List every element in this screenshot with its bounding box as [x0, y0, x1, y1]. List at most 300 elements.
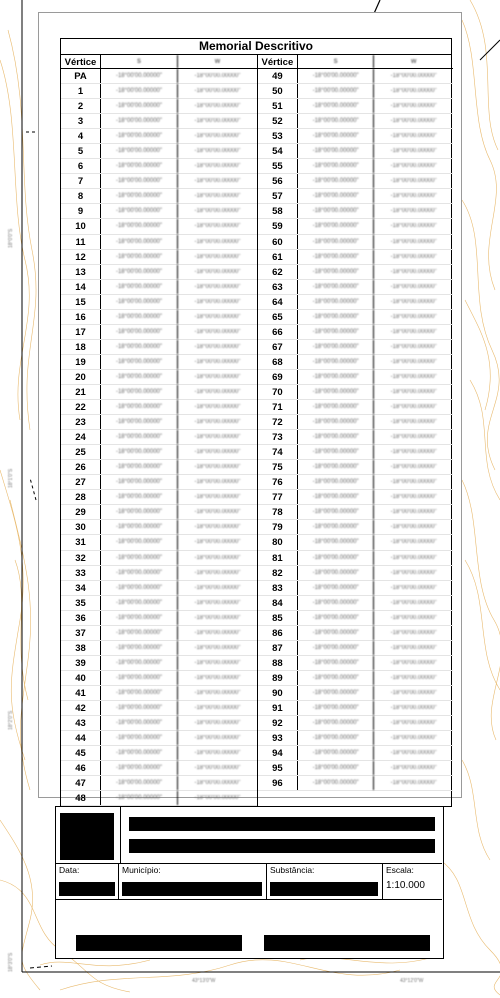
- latitude-value-blurred: -18°00'00.00000": [101, 189, 178, 203]
- longitude-value-blurred: -18°00'00.00000": [390, 223, 437, 230]
- table-row: [61, 505, 257, 520]
- table-row: [61, 746, 257, 761]
- latitude-value-blurred: -18°00'00.00000": [101, 716, 178, 730]
- table-row: [258, 731, 453, 746]
- latitude-value-blurred: -18°00'00.00000": [101, 69, 178, 83]
- longitude-value-blurred: -18°00'00.00000": [194, 614, 241, 621]
- vertex-id: 45: [61, 746, 101, 760]
- longitude-value-blurred: -18°00'00.00000": [390, 434, 437, 441]
- longitude-value-blurred: -18°00'00.00000": [194, 569, 241, 576]
- signature-area: [56, 901, 442, 958]
- table-row: [258, 566, 453, 581]
- vertex-id: 41: [61, 686, 101, 700]
- longitude-value-blurred: -18°00'00.00000": [390, 103, 437, 110]
- longitude-value-blurred: -18°00'00.00000": [390, 298, 437, 305]
- latitude-value-blurred: -18°00'00.00000": [298, 761, 375, 775]
- table-row: [61, 581, 257, 596]
- table-row: [258, 370, 453, 385]
- latitude-value-blurred: -18°00'00.00000": [298, 415, 375, 429]
- longitude-value-blurred: -18°00'00.00000": [194, 689, 241, 696]
- longitude-value-blurred: -18°00'00.00000": [194, 343, 241, 350]
- longitude-value-blurred: -18°00'00.00000": [194, 780, 241, 787]
- latitude-value-blurred: -18°00'00.00000": [101, 84, 178, 98]
- vertex-id: 72: [258, 415, 298, 429]
- latitude-value-blurred: -18°00'00.00000": [298, 204, 375, 218]
- table-row: [61, 415, 257, 430]
- table-row: [258, 219, 453, 234]
- longitude-value-blurred: -18°00'00.00000": [194, 328, 241, 335]
- latitude-value-blurred: -18°00'00.00000": [298, 430, 375, 444]
- redacted-substance: [270, 882, 378, 896]
- memorial-table: [60, 38, 452, 807]
- vertex-id: 10: [61, 219, 101, 233]
- table-row: [61, 280, 257, 295]
- table-row: [258, 340, 453, 355]
- table-row: [61, 189, 257, 204]
- latitude-value-blurred: -18°00'00.00000": [298, 460, 375, 474]
- redacted-title-line: [129, 839, 435, 853]
- longitude-value-blurred: -18°00'00.00000": [194, 223, 241, 230]
- longitude-value-blurred: -18°00'00.00000": [194, 599, 241, 606]
- latitude-value-blurred: -18°00'00.00000": [101, 400, 178, 414]
- redacted-signature: [76, 935, 242, 951]
- longitude-value-blurred: -18°00'00.00000": [390, 599, 437, 606]
- longitude-value-blurred: -18°00'00.00000": [390, 343, 437, 350]
- vertex-id: 25: [61, 445, 101, 459]
- latitude-value-blurred: -18°00'00.00000": [101, 235, 178, 249]
- info-row: [56, 863, 442, 900]
- vertex-id: 92: [258, 716, 298, 730]
- vertex-id: 67: [258, 340, 298, 354]
- longitude-value-blurred: -18°00'00.00000": [390, 569, 437, 576]
- latitude-value-blurred: -18°00'00.00000": [298, 490, 375, 504]
- vertex-id: 63: [258, 280, 298, 294]
- latitude-value-blurred: -18°00'00.00000": [298, 114, 375, 128]
- vertex-id: 66: [258, 325, 298, 339]
- vertex-id: 68: [258, 355, 298, 369]
- vertex-id: 57: [258, 189, 298, 203]
- vertex-id: 35: [61, 596, 101, 610]
- municipality-label: Município:: [122, 865, 161, 875]
- table-row: [61, 430, 257, 445]
- header-s: S: [101, 55, 178, 68]
- vertex-id: 8: [61, 189, 101, 203]
- vertex-id: 20: [61, 370, 101, 384]
- redacted-title-line: [129, 817, 435, 831]
- vertex-id: 1: [61, 84, 101, 98]
- vertex-id: 40: [61, 671, 101, 685]
- table-row: [61, 791, 257, 806]
- table-row: [258, 656, 453, 671]
- table-row: [61, 776, 257, 791]
- longitude-value-blurred: -18°00'00.00000": [390, 689, 437, 696]
- longitude-value-blurred: -18°00'00.00000": [390, 283, 437, 290]
- coord-label-left: 18°1'0"S: [8, 468, 14, 488]
- latitude-value-blurred: -18°00'00.00000": [298, 219, 375, 233]
- vertex-id: 90: [258, 686, 298, 700]
- title-block: [55, 806, 444, 959]
- table-row: [258, 626, 453, 641]
- vertex-id: 3: [61, 114, 101, 128]
- table-row: [61, 460, 257, 475]
- table-row: [61, 686, 257, 701]
- vertex-id: 21: [61, 385, 101, 399]
- longitude-value-blurred: -18°00'00.00000": [390, 539, 437, 546]
- vertex-id: 60: [258, 235, 298, 249]
- vertex-id: 34: [61, 581, 101, 595]
- date-label: Data:: [59, 865, 80, 875]
- table-row: [258, 611, 453, 626]
- latitude-value-blurred: -18°00'00.00000": [101, 265, 178, 279]
- latitude-value-blurred: -18°00'00.00000": [298, 280, 375, 294]
- table-row: [258, 174, 453, 189]
- latitude-value-blurred: -18°00'00.00000": [298, 671, 375, 685]
- vertex-id: 74: [258, 445, 298, 459]
- table-row: [258, 99, 453, 114]
- table-row: [61, 129, 257, 144]
- vertex-id: 22: [61, 400, 101, 414]
- table-row: [258, 671, 453, 686]
- vertex-id: 30: [61, 520, 101, 534]
- table-row: [258, 505, 453, 520]
- vertex-id: 95: [258, 761, 298, 775]
- table-row: [258, 355, 453, 370]
- vertex-id: 73: [258, 430, 298, 444]
- vertex-id: 47: [61, 776, 101, 790]
- table-row: [258, 596, 453, 611]
- latitude-value-blurred: -18°00'00.00000": [101, 656, 178, 670]
- longitude-value-blurred: -18°00'00.00000": [390, 118, 437, 125]
- vertex-id: 64: [258, 295, 298, 309]
- table-row: [258, 400, 453, 415]
- table-row: [258, 235, 453, 250]
- coord-label-bottom: 43°13'0"W: [192, 978, 216, 984]
- table-row: [258, 746, 453, 761]
- vertex-id: 18: [61, 340, 101, 354]
- table-row: [258, 475, 453, 490]
- vertex-id: 6: [61, 159, 101, 173]
- scale-cell: [382, 864, 442, 900]
- table-row: [61, 475, 257, 490]
- longitude-value-blurred: -18°00'00.00000": [390, 193, 437, 200]
- vertex-id: 62: [258, 265, 298, 279]
- longitude-value-blurred: -18°00'00.00000": [194, 735, 241, 742]
- vertex-id: 32: [61, 551, 101, 565]
- table-header-row: [258, 55, 453, 69]
- table-row: [258, 129, 453, 144]
- vertex-id: 39: [61, 656, 101, 670]
- memorial-right-column: [257, 55, 453, 806]
- memorial-left-column: [61, 55, 257, 806]
- latitude-value-blurred: -18°00'00.00000": [298, 370, 375, 384]
- table-row: [258, 716, 453, 731]
- latitude-value-blurred: -18°00'00.00000": [101, 159, 178, 173]
- table-row: [61, 626, 257, 641]
- vertex-id: 81: [258, 551, 298, 565]
- longitude-value-blurred: -18°00'00.00000": [390, 148, 437, 155]
- longitude-value-blurred: -18°00'00.00000": [194, 88, 241, 95]
- vertex-id: 79: [258, 520, 298, 534]
- substance-label: Substância:: [270, 865, 315, 875]
- latitude-value-blurred: -18°00'00.00000": [298, 731, 375, 745]
- longitude-value-blurred: -18°00'00.00000": [194, 373, 241, 380]
- vertex-id: 12: [61, 250, 101, 264]
- latitude-value-blurred: -18°00'00.00000": [298, 99, 375, 113]
- table-row: [61, 641, 257, 656]
- table-row: [61, 265, 257, 280]
- latitude-value-blurred: -18°00'00.00000": [298, 611, 375, 625]
- vertex-id: 91: [258, 701, 298, 715]
- header-w: W: [410, 59, 417, 65]
- longitude-value-blurred: -18°00'00.00000": [194, 539, 241, 546]
- latitude-value-blurred: -18°00'00.00000": [101, 355, 178, 369]
- longitude-value-blurred: -18°00'00.00000": [194, 404, 241, 411]
- vertex-id: 49: [258, 69, 298, 83]
- longitude-value-blurred: -18°00'00.00000": [194, 674, 241, 681]
- latitude-value-blurred: -18°00'00.00000": [298, 581, 375, 595]
- coord-label-left: 18°2'0"S: [8, 710, 14, 730]
- vertex-id: 87: [258, 641, 298, 655]
- table-row: [61, 69, 257, 84]
- table-row: [61, 551, 257, 566]
- longitude-value-blurred: -18°00'00.00000": [390, 780, 437, 787]
- latitude-value-blurred: -18°00'00.00000": [101, 204, 178, 218]
- longitude-value-blurred: -18°00'00.00000": [194, 283, 241, 290]
- vertex-id: 78: [258, 505, 298, 519]
- longitude-value-blurred: -18°00'00.00000": [390, 238, 437, 245]
- table-row: [258, 84, 453, 99]
- table-row: [258, 385, 453, 400]
- latitude-value-blurred: -18°00'00.00000": [101, 250, 178, 264]
- longitude-value-blurred: -18°00'00.00000": [194, 358, 241, 365]
- latitude-value-blurred: -18°00'00.00000": [298, 656, 375, 670]
- header-vertex: Vértice: [258, 55, 298, 68]
- longitude-value-blurred: -18°00'00.00000": [390, 720, 437, 727]
- longitude-value-blurred: -18°00'00.00000": [194, 73, 241, 79]
- longitude-value-blurred: -18°00'00.00000": [390, 253, 437, 260]
- longitude-value-blurred: -18°00'00.00000": [390, 644, 437, 651]
- table-row: [61, 520, 257, 535]
- longitude-value-blurred: -18°00'00.00000": [390, 479, 437, 486]
- latitude-value-blurred: -18°00'00.00000": [101, 385, 178, 399]
- vertex-id: 50: [258, 84, 298, 98]
- vertex-id: 94: [258, 746, 298, 760]
- vertex-id: 80: [258, 535, 298, 549]
- latitude-value-blurred: -18°00'00.00000": [101, 490, 178, 504]
- table-row: [61, 174, 257, 189]
- vertex-id: 52: [258, 114, 298, 128]
- vertex-id: 15: [61, 295, 101, 309]
- latitude-value-blurred: -18°00'00.00000": [298, 235, 375, 249]
- table-row: [61, 716, 257, 731]
- latitude-value-blurred: -18°00'00.00000": [298, 69, 375, 83]
- latitude-value-blurred: -18°00'00.00000": [298, 295, 375, 309]
- latitude-value-blurred: -18°00'00.00000": [298, 776, 375, 790]
- table-row: [258, 581, 453, 596]
- latitude-value-blurred: -18°00'00.00000": [101, 445, 178, 459]
- longitude-value-blurred: -18°00'00.00000": [390, 268, 437, 275]
- longitude-value-blurred: -18°00'00.00000": [390, 328, 437, 335]
- table-row: [61, 295, 257, 310]
- table-row: [61, 355, 257, 370]
- redacted-municipality: [122, 882, 262, 896]
- longitude-value-blurred: -18°00'00.00000": [194, 795, 241, 802]
- table-row: [258, 535, 453, 550]
- vertex-id: 56: [258, 174, 298, 188]
- vertex-id: 38: [61, 641, 101, 655]
- longitude-value-blurred: -18°00'00.00000": [390, 313, 437, 320]
- latitude-value-blurred: -18°00'00.00000": [298, 400, 375, 414]
- vertex-id: 86: [258, 626, 298, 640]
- table-row: [61, 671, 257, 686]
- longitude-value-blurred: -18°00'00.00000": [194, 644, 241, 651]
- longitude-value-blurred: -18°00'00.00000": [194, 103, 241, 110]
- latitude-value-blurred: -18°00'00.00000": [101, 520, 178, 534]
- vertex-id: 53: [258, 129, 298, 143]
- latitude-value-blurred: -18°00'00.00000": [298, 716, 375, 730]
- vertex-id: 13: [61, 265, 101, 279]
- longitude-value-blurred: -18°00'00.00000": [390, 388, 437, 395]
- vertex-id: 27: [61, 475, 101, 489]
- vertex-id: 75: [258, 460, 298, 474]
- header-vertex: Vértice: [61, 55, 101, 68]
- table-row: [61, 445, 257, 460]
- longitude-value-blurred: -18°00'00.00000": [390, 765, 437, 772]
- coord-label-left: 18°0'0"S: [8, 228, 14, 248]
- table-row: [61, 596, 257, 611]
- latitude-value-blurred: -18°00'00.00000": [298, 505, 375, 519]
- table-row: [61, 370, 257, 385]
- longitude-value-blurred: -18°00'00.00000": [194, 208, 241, 215]
- latitude-value-blurred: -18°00'00.00000": [101, 551, 178, 565]
- longitude-value-blurred: -18°00'00.00000": [390, 73, 437, 79]
- vertex-id: 19: [61, 355, 101, 369]
- latitude-value-blurred: -18°00'00.00000": [101, 219, 178, 233]
- memorial-sheet: [38, 12, 462, 805]
- table-row: [61, 310, 257, 325]
- longitude-value-blurred: -18°00'00.00000": [194, 253, 241, 260]
- longitude-value-blurred: -18°00'00.00000": [194, 524, 241, 531]
- table-row: [258, 144, 453, 159]
- latitude-value-blurred: -18°00'00.00000": [298, 84, 375, 98]
- latitude-value-blurred: -18°00'00.00000": [101, 280, 178, 294]
- vertex-id: 54: [258, 144, 298, 158]
- latitude-value-blurred: -18°00'00.00000": [101, 310, 178, 324]
- vertex-id: 89: [258, 671, 298, 685]
- longitude-value-blurred: -18°00'00.00000": [194, 163, 241, 170]
- latitude-value-blurred: -18°00'00.00000": [101, 144, 178, 158]
- table-row: [258, 776, 453, 791]
- latitude-value-blurred: -18°00'00.00000": [298, 535, 375, 549]
- table-row: [258, 310, 453, 325]
- table-row: [258, 204, 453, 219]
- table-row: [258, 430, 453, 445]
- table-row: [61, 84, 257, 99]
- longitude-value-blurred: -18°00'00.00000": [390, 404, 437, 411]
- table-row: [61, 144, 257, 159]
- vertex-id: 17: [61, 325, 101, 339]
- table-row: [61, 325, 257, 340]
- table-row: [258, 159, 453, 174]
- latitude-value-blurred: -18°00'00.00000": [298, 641, 375, 655]
- vertex-id: 55: [258, 159, 298, 173]
- latitude-value-blurred: -18°00'00.00000": [101, 596, 178, 610]
- latitude-value-blurred: -18°00'00.00000": [101, 581, 178, 595]
- latitude-value-blurred: -18°00'00.00000": [101, 535, 178, 549]
- table-row: [258, 250, 453, 265]
- longitude-value-blurred: -18°00'00.00000": [194, 419, 241, 426]
- vertex-id: 93: [258, 731, 298, 745]
- vertex-id: 43: [61, 716, 101, 730]
- longitude-value-blurred: -18°00'00.00000": [390, 750, 437, 757]
- latitude-value-blurred: -18°00'00.00000": [101, 505, 178, 519]
- latitude-value-blurred: -18°00'00.00000": [101, 325, 178, 339]
- longitude-value-blurred: -18°00'00.00000": [390, 735, 437, 742]
- latitude-value-blurred: -18°00'00.00000": [101, 99, 178, 113]
- date-cell: [56, 864, 118, 900]
- latitude-value-blurred: -18°00'00.00000": [298, 746, 375, 760]
- vertex-id: 46: [61, 761, 101, 775]
- latitude-value-blurred: -18°00'00.00000": [101, 174, 178, 188]
- latitude-value-blurred: -18°00'00.00000": [298, 129, 375, 143]
- coord-label-left: 18°3'0"S: [8, 952, 14, 972]
- table-row: [61, 340, 257, 355]
- longitude-value-blurred: -18°00'00.00000": [194, 479, 241, 486]
- longitude-value-blurred: -18°00'00.00000": [194, 449, 241, 456]
- vertex-id: 7: [61, 174, 101, 188]
- latitude-value-blurred: -18°00'00.00000": [101, 340, 178, 354]
- latitude-value-blurred: -18°00'00.00000": [101, 701, 178, 715]
- latitude-value-blurred: -18°00'00.00000": [101, 295, 178, 309]
- table-row: [258, 686, 453, 701]
- longitude-value-blurred: -18°00'00.00000": [390, 494, 437, 501]
- longitude-value-blurred: -18°00'00.00000": [390, 419, 437, 426]
- table-row: [258, 189, 453, 204]
- vertex-id: 84: [258, 596, 298, 610]
- latitude-value-blurred: -18°00'00.00000": [101, 731, 178, 745]
- vertex-id: 42: [61, 701, 101, 715]
- longitude-value-blurred: -18°00'00.00000": [194, 133, 241, 140]
- table-row: [61, 566, 257, 581]
- latitude-value-blurred: -18°00'00.00000": [298, 701, 375, 715]
- longitude-value-blurred: -18°00'00.00000": [194, 268, 241, 275]
- longitude-value-blurred: -18°00'00.00000": [390, 629, 437, 636]
- table-row: [258, 551, 453, 566]
- table-row: [61, 250, 257, 265]
- longitude-value-blurred: -18°00'00.00000": [194, 704, 241, 711]
- table-row: [258, 460, 453, 475]
- latitude-value-blurred: -18°00'00.00000": [101, 746, 178, 760]
- vertex-id: 26: [61, 460, 101, 474]
- vertex-id: 85: [258, 611, 298, 625]
- longitude-value-blurred: -18°00'00.00000": [194, 148, 241, 155]
- latitude-value-blurred: -18°00'00.00000": [298, 445, 375, 459]
- table-row: [258, 490, 453, 505]
- vertex-id: 24: [61, 430, 101, 444]
- vertex-id: 4: [61, 129, 101, 143]
- table-row: [258, 415, 453, 430]
- latitude-value-blurred: -18°00'00.00000": [101, 114, 178, 128]
- vertex-id: 29: [61, 505, 101, 519]
- vertex-id: 36: [61, 611, 101, 625]
- longitude-value-blurred: -18°00'00.00000": [390, 358, 437, 365]
- vertex-id: 70: [258, 385, 298, 399]
- vertex-id: 59: [258, 219, 298, 233]
- table-row: [258, 69, 453, 84]
- vertex-id: 2: [61, 99, 101, 113]
- table-row: [258, 280, 453, 295]
- table-row: [61, 490, 257, 505]
